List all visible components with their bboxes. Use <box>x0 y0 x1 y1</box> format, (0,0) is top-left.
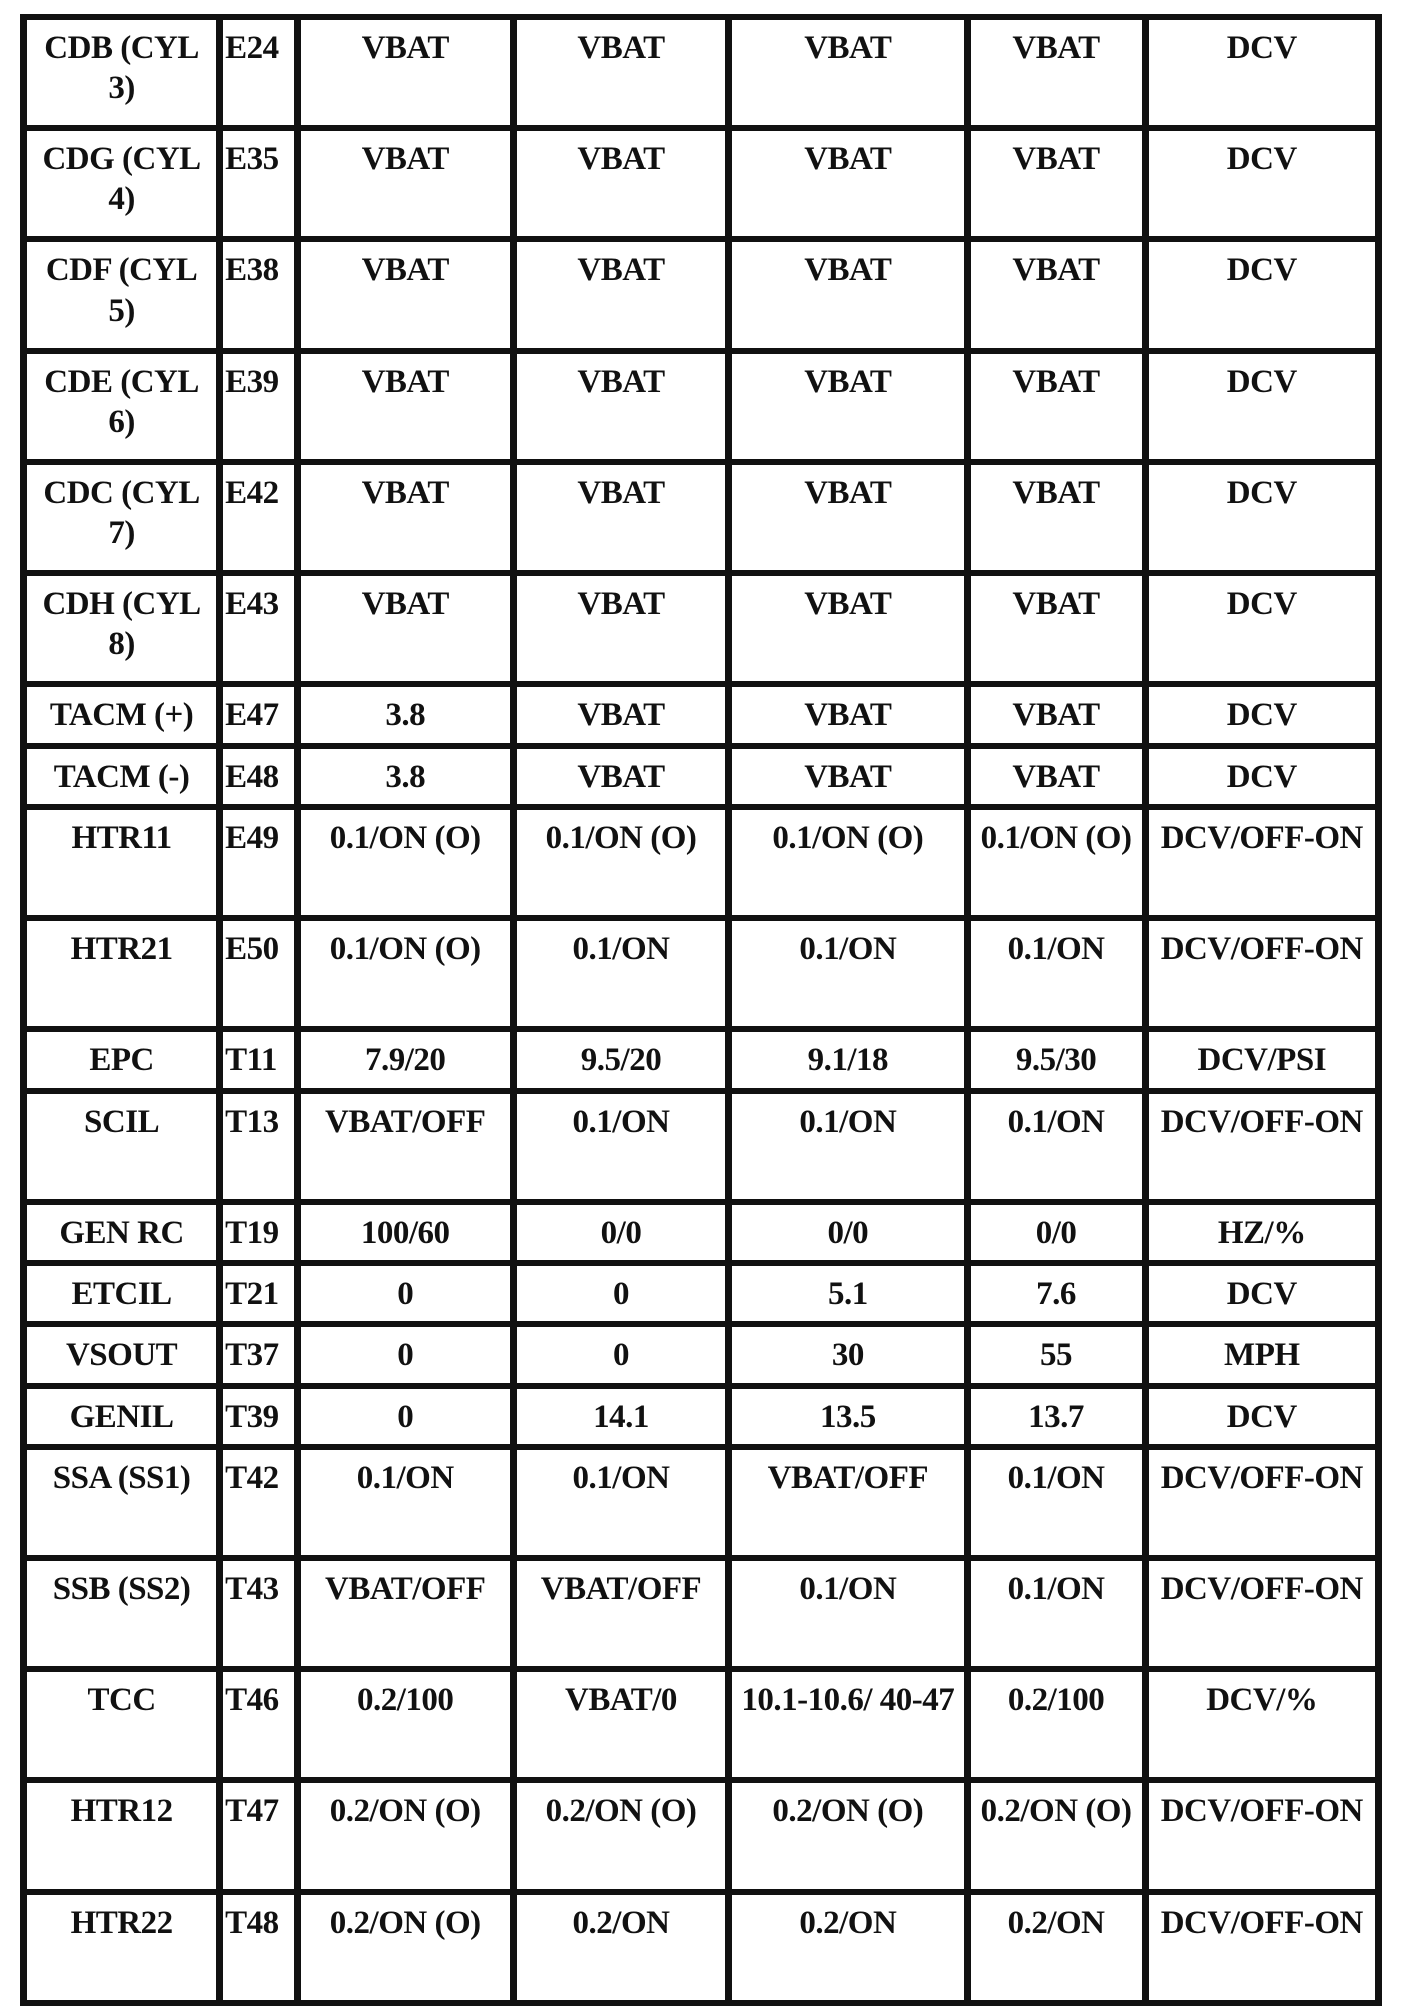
unit-cell: DCV <box>1149 242 1375 347</box>
value-cell-3: 0/0 <box>732 1205 963 1260</box>
unit-cell: DCV/% <box>1149 1672 1375 1777</box>
signal-name-cell: GENIL <box>27 1389 216 1444</box>
table-row <box>27 749 1375 804</box>
value-cell-3: 0.2/ON (O) <box>732 1783 963 1888</box>
table-row <box>27 1450 1375 1555</box>
value-cell-4: 0.2/ON (O) <box>971 1783 1142 1888</box>
value-cell-4: 0.2/ON <box>971 1895 1142 2000</box>
value-cell-3: 30 <box>732 1327 963 1382</box>
value-cell-4: 0.1/ON <box>971 1094 1142 1199</box>
unit-cell: DCV/OFF-ON <box>1149 810 1375 915</box>
value-cell-1: VBAT <box>301 576 510 681</box>
pin-cell: E24 <box>223 20 293 125</box>
unit-cell: DCV/OFF-ON <box>1149 921 1375 1026</box>
value-cell-3: 9.1/18 <box>732 1032 963 1087</box>
signal-name-cell: SSB (SS2) <box>27 1561 216 1666</box>
value-cell-3: VBAT/OFF <box>732 1450 963 1555</box>
value-cell-4: 7.6 <box>971 1266 1142 1321</box>
value-cell-2: 0.1/ON <box>517 921 725 1026</box>
pin-cell: E43 <box>223 576 293 681</box>
table-row <box>27 921 1375 1026</box>
value-cell-4: 13.7 <box>971 1389 1142 1444</box>
signal-name-cell: TACM (+) <box>27 687 216 742</box>
value-cell-2: 14.1 <box>517 1389 725 1444</box>
value-cell-4: VBAT <box>971 687 1142 742</box>
value-cell-3: VBAT <box>732 749 963 804</box>
pin-cell: T48 <box>223 1895 293 2000</box>
table-row <box>27 1032 1375 1087</box>
value-cell-2: VBAT <box>517 576 725 681</box>
value-cell-1: VBAT <box>301 354 510 459</box>
value-cell-3: VBAT <box>732 131 963 236</box>
signal-name-cell: VSOUT <box>27 1327 216 1382</box>
value-cell-2: 0.1/ON <box>517 1450 725 1555</box>
value-cell-1: VBAT/OFF <box>301 1094 510 1199</box>
signal-name-cell: ETCIL <box>27 1266 216 1321</box>
unit-cell: MPH <box>1149 1327 1375 1382</box>
signal-name-cell: HTR11 <box>27 810 216 915</box>
value-cell-3: 0.2/ON <box>732 1895 963 2000</box>
value-cell-2: VBAT <box>517 465 725 570</box>
signal-name-cell: CDE (CYL 6) <box>27 354 216 459</box>
value-cell-3: 10.1-10.6/ 40-47 <box>732 1672 963 1777</box>
pin-cell: T21 <box>223 1266 293 1321</box>
value-cell-2: 0.1/ON <box>517 1094 725 1199</box>
value-cell-2: 0.2/ON <box>517 1895 725 2000</box>
value-cell-1: VBAT <box>301 242 510 347</box>
value-cell-1: VBAT <box>301 20 510 125</box>
value-cell-2: 0/0 <box>517 1205 725 1260</box>
table-row <box>27 1895 1375 2000</box>
value-cell-3: VBAT <box>732 687 963 742</box>
unit-cell: DCV <box>1149 1389 1375 1444</box>
pin-cell: E42 <box>223 465 293 570</box>
value-cell-3: 0.1/ON <box>732 921 963 1026</box>
value-cell-4: VBAT <box>971 20 1142 125</box>
unit-cell: DCV/OFF-ON <box>1149 1895 1375 2000</box>
table-body <box>27 20 1375 2000</box>
value-cell-4: 55 <box>971 1327 1142 1382</box>
pin-cell: T46 <box>223 1672 293 1777</box>
value-cell-3: VBAT <box>732 576 963 681</box>
value-cell-2: VBAT <box>517 242 725 347</box>
value-cell-2: VBAT/OFF <box>517 1561 725 1666</box>
value-cell-2: VBAT <box>517 687 725 742</box>
value-cell-3: 0.1/ON (O) <box>732 810 963 915</box>
value-cell-2: VBAT <box>517 749 725 804</box>
value-cell-1: 100/60 <box>301 1205 510 1260</box>
table-row <box>27 1327 1375 1382</box>
pin-cell: T42 <box>223 1450 293 1555</box>
value-cell-4: 0.1/ON (O) <box>971 810 1142 915</box>
table-row <box>27 465 1375 570</box>
unit-cell: DCV <box>1149 131 1375 236</box>
value-cell-4: 0.2/100 <box>971 1672 1142 1777</box>
value-cell-4: VBAT <box>971 465 1142 570</box>
value-cell-3: VBAT <box>732 20 963 125</box>
pin-cell: T13 <box>223 1094 293 1199</box>
table-row <box>27 20 1375 125</box>
value-cell-2: VBAT/0 <box>517 1672 725 1777</box>
value-cell-1: 0.2/100 <box>301 1672 510 1777</box>
unit-cell: DCV <box>1149 465 1375 570</box>
unit-cell: DCV <box>1149 749 1375 804</box>
table-row <box>27 131 1375 236</box>
table-row <box>27 576 1375 681</box>
signal-name-cell: SSA (SS1) <box>27 1450 216 1555</box>
value-cell-1: 0 <box>301 1327 510 1382</box>
pin-cell: E47 <box>223 687 293 742</box>
value-cell-4: 0.1/ON <box>971 921 1142 1026</box>
table-row <box>27 354 1375 459</box>
pin-cell: E38 <box>223 242 293 347</box>
value-cell-4: VBAT <box>971 749 1142 804</box>
unit-cell: DCV <box>1149 20 1375 125</box>
value-cell-3: 13.5 <box>732 1389 963 1444</box>
pin-cell: T43 <box>223 1561 293 1666</box>
value-cell-2: 9.5/20 <box>517 1032 725 1087</box>
value-cell-3: VBAT <box>732 465 963 570</box>
unit-cell: DCV <box>1149 1266 1375 1321</box>
table-row <box>27 1389 1375 1444</box>
signal-name-cell: HTR22 <box>27 1895 216 2000</box>
pin-cell: E39 <box>223 354 293 459</box>
signal-name-cell: CDB (CYL 3) <box>27 20 216 125</box>
signal-name-cell: GEN RC <box>27 1205 216 1260</box>
value-cell-2: 0 <box>517 1266 725 1321</box>
unit-cell: DCV/OFF-ON <box>1149 1783 1375 1888</box>
value-cell-4: 0/0 <box>971 1205 1142 1260</box>
pin-voltage-table <box>20 14 1382 2006</box>
value-cell-4: VBAT <box>971 354 1142 459</box>
unit-cell: DCV/PSI <box>1149 1032 1375 1087</box>
table-row <box>27 1094 1375 1199</box>
pin-cell: T47 <box>223 1783 293 1888</box>
pin-cell: E50 <box>223 921 293 1026</box>
pin-cell: T19 <box>223 1205 293 1260</box>
table-row <box>27 687 1375 742</box>
unit-cell: DCV <box>1149 354 1375 459</box>
unit-cell: DCV <box>1149 576 1375 681</box>
signal-name-cell: EPC <box>27 1032 216 1087</box>
pin-voltage-table-container <box>20 14 1382 2006</box>
value-cell-4: 0.1/ON <box>971 1561 1142 1666</box>
value-cell-2: VBAT <box>517 354 725 459</box>
value-cell-3: VBAT <box>732 354 963 459</box>
value-cell-2: VBAT <box>517 20 725 125</box>
value-cell-1: VBAT <box>301 465 510 570</box>
value-cell-2: 0.1/ON (O) <box>517 810 725 915</box>
pin-cell: E49 <box>223 810 293 915</box>
value-cell-1: 0.2/ON (O) <box>301 1895 510 2000</box>
unit-cell: DCV/OFF-ON <box>1149 1561 1375 1666</box>
value-cell-4: 0.1/ON <box>971 1450 1142 1555</box>
pin-cell: T11 <box>223 1032 293 1087</box>
value-cell-1: 0.1/ON (O) <box>301 921 510 1026</box>
signal-name-cell: SCIL <box>27 1094 216 1199</box>
pin-cell: T37 <box>223 1327 293 1382</box>
value-cell-1: VBAT <box>301 131 510 236</box>
value-cell-2: 0.2/ON (O) <box>517 1783 725 1888</box>
table-row <box>27 1205 1375 1260</box>
signal-name-cell: HTR21 <box>27 921 216 1026</box>
signal-name-cell: CDF (CYL 5) <box>27 242 216 347</box>
value-cell-3: 0.1/ON <box>732 1561 963 1666</box>
unit-cell: DCV <box>1149 687 1375 742</box>
value-cell-4: VBAT <box>971 242 1142 347</box>
value-cell-2: VBAT <box>517 131 725 236</box>
signal-name-cell: CDG (CYL 4) <box>27 131 216 236</box>
pin-cell: E48 <box>223 749 293 804</box>
signal-name-cell: CDH (CYL 8) <box>27 576 216 681</box>
value-cell-1: VBAT/OFF <box>301 1561 510 1666</box>
table-row <box>27 1783 1375 1888</box>
value-cell-3: 5.1 <box>732 1266 963 1321</box>
value-cell-4: 9.5/30 <box>971 1032 1142 1087</box>
signal-name-cell: CDC (CYL 7) <box>27 465 216 570</box>
unit-cell: DCV/OFF-ON <box>1149 1450 1375 1555</box>
signal-name-cell: TCC <box>27 1672 216 1777</box>
value-cell-2: 0 <box>517 1327 725 1382</box>
signal-name-cell: TACM (-) <box>27 749 216 804</box>
value-cell-4: VBAT <box>971 131 1142 236</box>
pin-cell: E35 <box>223 131 293 236</box>
value-cell-1: 0 <box>301 1389 510 1444</box>
value-cell-1: 0.2/ON (O) <box>301 1783 510 1888</box>
table-row <box>27 1561 1375 1666</box>
table-row <box>27 1266 1375 1321</box>
value-cell-1: 0.1/ON (O) <box>301 810 510 915</box>
value-cell-4: VBAT <box>971 576 1142 681</box>
value-cell-1: 3.8 <box>301 749 510 804</box>
table-row <box>27 1672 1375 1777</box>
unit-cell: HZ/% <box>1149 1205 1375 1260</box>
table-row <box>27 242 1375 347</box>
value-cell-1: 3.8 <box>301 687 510 742</box>
value-cell-3: 0.1/ON <box>732 1094 963 1199</box>
value-cell-1: 0 <box>301 1266 510 1321</box>
unit-cell: DCV/OFF-ON <box>1149 1094 1375 1199</box>
value-cell-1: 0.1/ON <box>301 1450 510 1555</box>
value-cell-1: 7.9/20 <box>301 1032 510 1087</box>
value-cell-3: VBAT <box>732 242 963 347</box>
pin-cell: T39 <box>223 1389 293 1444</box>
signal-name-cell: HTR12 <box>27 1783 216 1888</box>
table-row <box>27 810 1375 915</box>
